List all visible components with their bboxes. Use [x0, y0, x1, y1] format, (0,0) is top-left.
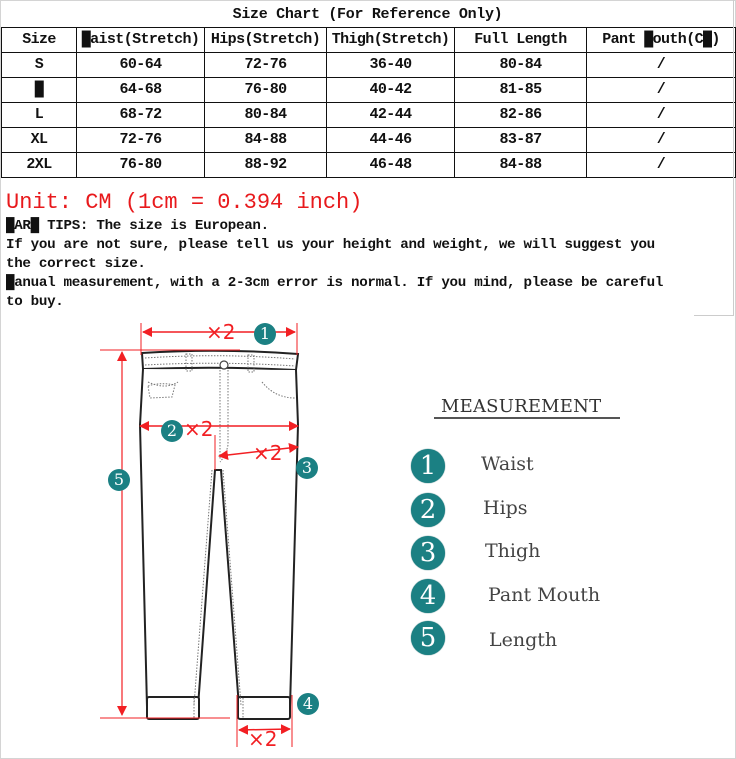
cell-pant-mouth: /: [587, 103, 736, 128]
cell-size: █: [2, 78, 77, 103]
pants-measurement-diagram: [0, 310, 340, 759]
cell-waist: 72-76: [77, 128, 205, 153]
cell-waist: 68-72: [77, 103, 205, 128]
badge-hips: 2: [161, 420, 183, 442]
column-header-hips: Hips(Stretch): [205, 28, 327, 53]
button-detail: [220, 361, 228, 369]
cell-hips: 72-76: [205, 53, 327, 78]
cell-thigh: 46-48: [327, 153, 455, 178]
x2-waist-label: ×2: [206, 320, 236, 344]
cell-waist: 76-80: [77, 153, 205, 178]
size-table: [1, 27, 736, 178]
cell-waist: 60-64: [77, 53, 205, 78]
tip-line: █anual measurement, with a 2-3cm error is normal. If you mind, please be careful: [6, 275, 664, 291]
badge-thigh: 3: [296, 457, 318, 479]
cell-hips: 80-84: [205, 103, 327, 128]
cell-hips: 84-88: [205, 128, 327, 153]
cell-pant-mouth: /: [587, 128, 736, 153]
table-row: [2, 153, 736, 178]
cell-full-length: 82-86: [455, 103, 587, 128]
table-header-row: [2, 28, 736, 53]
legend-badge: 4: [411, 579, 445, 613]
size-chart-title: Size Chart (For Reference Only): [232, 6, 503, 23]
cell-full-length: 81-85: [455, 78, 587, 103]
cell-size: XL: [2, 128, 77, 153]
legend-label: Pant Mouth: [488, 584, 601, 606]
cell-size: S: [2, 53, 77, 78]
cell-waist: 64-68: [77, 78, 205, 103]
cell-size: 2XL: [2, 153, 77, 178]
legend-title: MEASUREMENT: [441, 396, 602, 417]
cell-thigh: 42-44: [327, 103, 455, 128]
cell-thigh: 36-40: [327, 53, 455, 78]
x2-hips-label: ×2: [184, 417, 214, 441]
column-header-pant-mouth: Pant █outh(C█): [587, 28, 736, 53]
cell-size: L: [2, 103, 77, 128]
badge-pant-mouth: 4: [297, 693, 319, 715]
cell-pant-mouth: /: [587, 53, 736, 78]
legend-label: Length: [489, 629, 558, 651]
legend-badge: 1: [411, 449, 445, 483]
tip-line: █AR█ TIPS: The size is European.: [6, 218, 269, 234]
legend-badge: 5: [411, 621, 445, 655]
cell-thigh: 40-42: [327, 78, 455, 103]
column-header-size: Size: [2, 28, 77, 53]
section-divider: [694, 315, 734, 316]
cell-pant-mouth: /: [587, 78, 736, 103]
pants-outline: [140, 351, 298, 719]
warm-tips: [6, 217, 732, 312]
table-row: [2, 103, 736, 128]
table-row: [2, 78, 736, 103]
cell-full-length: 84-88: [455, 153, 587, 178]
table-row: [2, 53, 736, 78]
table-row: [2, 128, 736, 153]
x2-thigh-label: ×2: [253, 441, 283, 465]
legend-label: Waist: [481, 453, 534, 475]
legend-badge: 2: [411, 493, 445, 527]
tip-line: the correct size.: [6, 256, 146, 272]
cell-full-length: 83-87: [455, 128, 587, 153]
cell-hips: 88-92: [205, 153, 327, 178]
column-header-waist: █aist(Stretch): [77, 28, 205, 53]
column-header-full-length: Full Length: [455, 28, 587, 53]
x2-pant-mouth-label: ×2: [248, 727, 278, 751]
cell-thigh: 44-46: [327, 128, 455, 153]
tip-line: to buy.: [6, 294, 64, 310]
badge-waist: 1: [254, 323, 276, 345]
cell-pant-mouth: /: [587, 153, 736, 178]
legend-label: Hips: [483, 497, 528, 519]
cell-hips: 76-80: [205, 78, 327, 103]
right-divider: [733, 0, 734, 315]
cell-full-length: 80-84: [455, 53, 587, 78]
legend-badge: 3: [411, 536, 445, 570]
tip-line: If you are not sure, please tell us your height and weight, we will suggest you: [6, 237, 655, 253]
legend-label: Thigh: [485, 540, 541, 562]
unit-note: Unit: CM (1cm = 0.394 inch): [6, 190, 363, 215]
badge-length: 5: [108, 469, 130, 491]
legend-title-underline: [434, 417, 620, 419]
column-header-thigh: Thigh(Stretch): [327, 28, 455, 53]
